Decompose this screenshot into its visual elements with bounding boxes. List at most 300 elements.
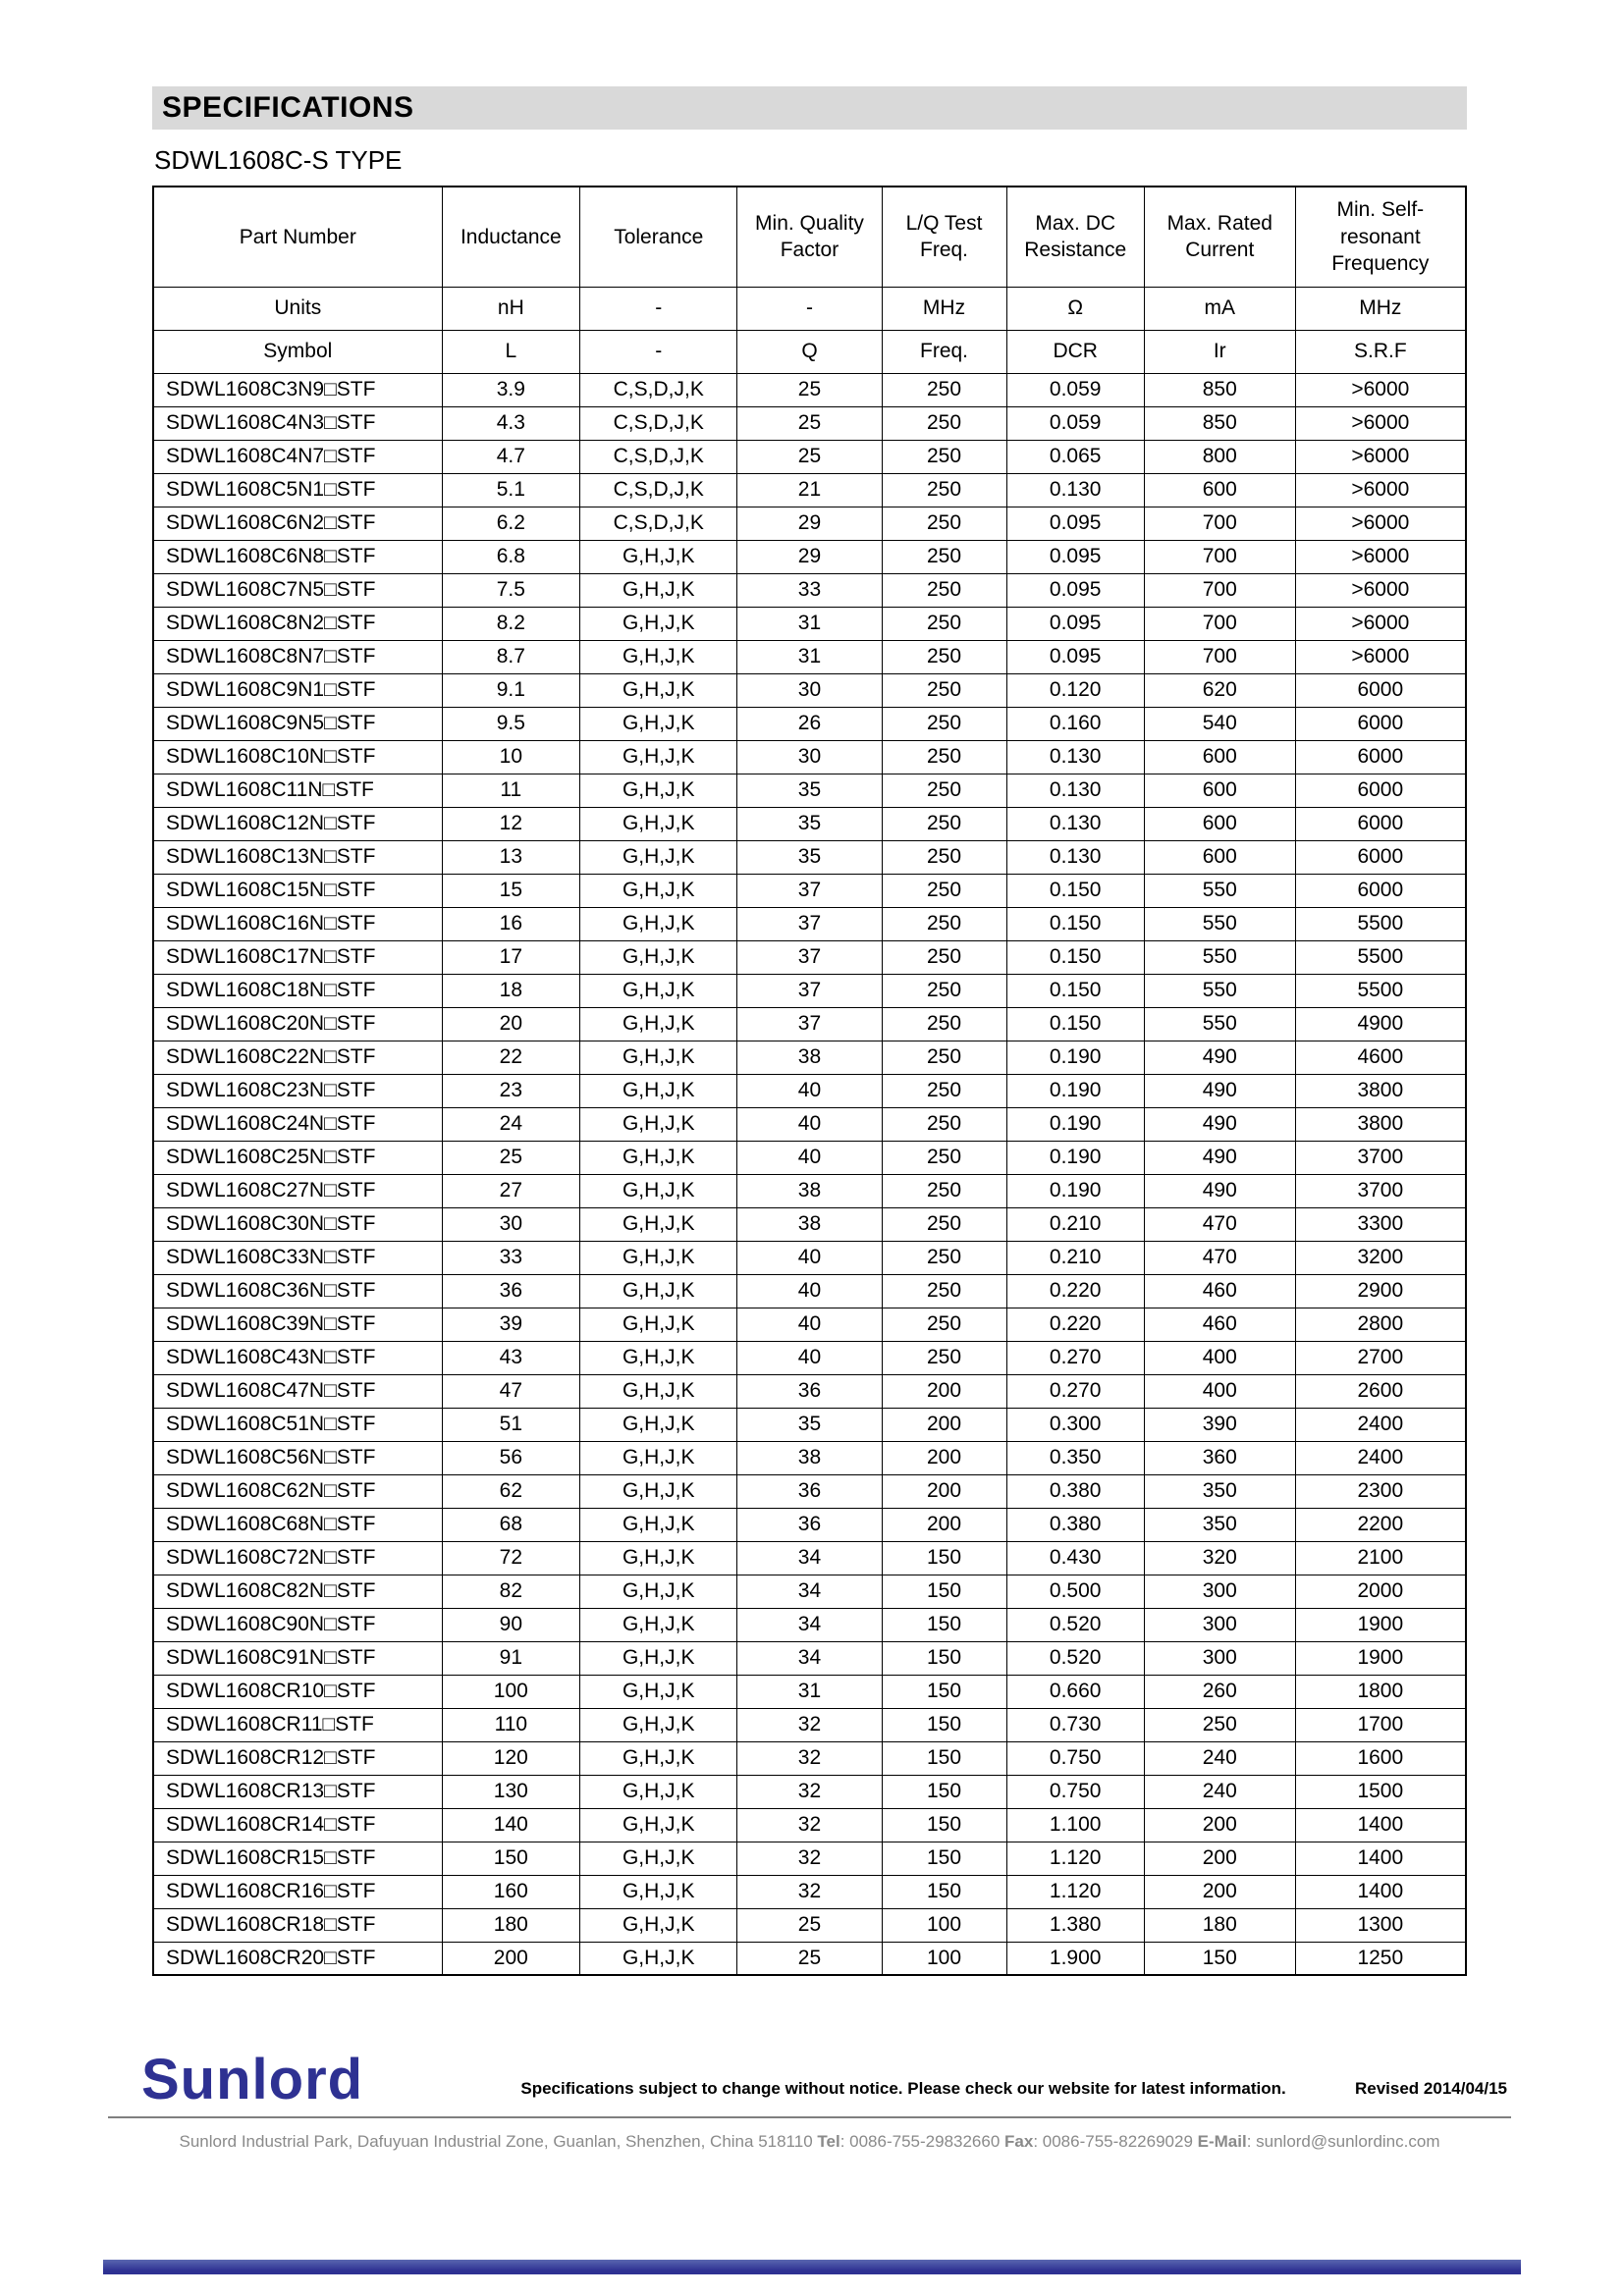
value-cell: 30 [737,740,882,774]
table-row [153,707,1466,740]
table-row [153,1875,1466,1908]
value-cell: 38 [737,1041,882,1074]
value-cell: 0.095 [1006,640,1144,673]
value-cell: 3700 [1295,1174,1466,1207]
value-cell: 150 [882,1608,1006,1641]
value-cell: >6000 [1295,473,1466,507]
value-cell: 15 [442,874,579,907]
unit-cell: mA [1144,287,1295,330]
table-row [153,1942,1466,1975]
table-row [153,774,1466,807]
value-cell: 1600 [1295,1741,1466,1775]
value-cell: >6000 [1295,640,1466,673]
table-row [153,1207,1466,1241]
value-cell: 31 [737,607,882,640]
value-cell: 550 [1144,940,1295,974]
value-cell: 3700 [1295,1141,1466,1174]
value-cell: C,S,D,J,K [580,440,737,473]
value-cell: 600 [1144,807,1295,840]
value-cell: 250 [882,840,1006,874]
value-cell: 8.7 [442,640,579,673]
value-cell: 25 [737,1942,882,1975]
value-cell: 2700 [1295,1341,1466,1374]
value-cell: 250 [882,473,1006,507]
part-number-cell: SDWL1608C4N7□STF [153,440,442,473]
value-cell: G,H,J,K [580,1007,737,1041]
value-cell: 0.750 [1006,1741,1144,1775]
value-cell: G,H,J,K [580,1675,737,1708]
value-cell: 600 [1144,840,1295,874]
value-cell: 6000 [1295,740,1466,774]
table-row [153,907,1466,940]
part-number-cell: SDWL1608C27N□STF [153,1174,442,1207]
value-cell: 0.130 [1006,807,1144,840]
value-cell: 100 [882,1942,1006,1975]
column-header: Tolerance [580,187,737,287]
part-number-cell: SDWL1608C3N9□STF [153,373,442,406]
table-row [153,640,1466,673]
value-cell: 2200 [1295,1508,1466,1541]
value-cell: 35 [737,840,882,874]
value-cell: 34 [737,1541,882,1575]
value-cell: 150 [882,1675,1006,1708]
value-cell: G,H,J,K [580,1575,737,1608]
value-cell: G,H,J,K [580,1107,737,1141]
fax-value: : 0086-755-82269029 [1033,2132,1198,2151]
value-cell: 130 [442,1775,579,1808]
part-number-cell: SDWL1608C91N□STF [153,1641,442,1675]
value-cell: 0.095 [1006,540,1144,573]
unit-cell: - [580,287,737,330]
part-number-cell: SDWL1608CR11□STF [153,1708,442,1741]
unit-cell: MHz [882,287,1006,330]
value-cell: 400 [1144,1341,1295,1374]
value-cell: 0.059 [1006,406,1144,440]
value-cell: 11 [442,774,579,807]
value-cell: 40 [737,1241,882,1274]
value-cell: 18 [442,974,579,1007]
table-row [153,1441,1466,1474]
value-cell: 180 [442,1908,579,1942]
table-row [153,1374,1466,1408]
value-cell: G,H,J,K [580,1374,737,1408]
value-cell: G,H,J,K [580,1908,737,1942]
value-cell: 700 [1144,640,1295,673]
value-cell: 0.150 [1006,874,1144,907]
value-cell: 120 [442,1741,579,1775]
value-cell: 23 [442,1074,579,1107]
value-cell: 0.190 [1006,1174,1144,1207]
value-cell: 40 [737,1341,882,1374]
table-row [153,1274,1466,1308]
value-cell: 250 [882,1041,1006,1074]
value-cell: 34 [737,1575,882,1608]
column-header: L/Q Test Freq. [882,187,1006,287]
value-cell: 400 [1144,1374,1295,1408]
value-cell: 250 [882,1274,1006,1308]
value-cell: G,H,J,K [580,1808,737,1842]
value-cell: 1.120 [1006,1842,1144,1875]
value-cell: C,S,D,J,K [580,373,737,406]
value-cell: G,H,J,K [580,1174,737,1207]
table-row [153,1041,1466,1074]
value-cell: 250 [882,607,1006,640]
value-cell: 37 [737,874,882,907]
value-cell: 0.095 [1006,507,1144,540]
part-number-cell: SDWL1608C13N□STF [153,840,442,874]
value-cell: 250 [882,1241,1006,1274]
value-cell: 3200 [1295,1241,1466,1274]
table-row [153,540,1466,573]
part-number-cell: SDWL1608C72N□STF [153,1541,442,1575]
part-number-cell: SDWL1608C23N□STF [153,1074,442,1107]
value-cell: 200 [882,1508,1006,1541]
symbol-cell: Q [737,330,882,373]
value-cell: 33 [737,573,882,607]
value-cell: 6000 [1295,673,1466,707]
value-cell: 34 [737,1608,882,1641]
value-cell: C,S,D,J,K [580,473,737,507]
value-cell: 36 [737,1474,882,1508]
type-subtitle: SDWL1608C-S TYPE [154,145,403,175]
address-line [108,2132,1511,2152]
value-cell: 0.520 [1006,1641,1144,1675]
value-cell: 3800 [1295,1107,1466,1141]
value-cell: 150 [882,1641,1006,1675]
value-cell: 32 [737,1842,882,1875]
value-cell: 200 [1144,1875,1295,1908]
value-cell: 460 [1144,1274,1295,1308]
value-cell: 68 [442,1508,579,1541]
part-number-cell: SDWL1608C62N□STF [153,1474,442,1508]
value-cell: G,H,J,K [580,1641,737,1675]
value-cell: 250 [882,440,1006,473]
value-cell: 150 [882,1875,1006,1908]
value-cell: 2600 [1295,1374,1466,1408]
value-cell: G,H,J,K [580,1508,737,1541]
value-cell: 0.059 [1006,373,1144,406]
value-cell: 37 [737,907,882,940]
value-cell: G,H,J,K [580,974,737,1007]
value-cell: G,H,J,K [580,1141,737,1174]
value-cell: G,H,J,K [580,1474,737,1508]
value-cell: 700 [1144,573,1295,607]
column-header: Min. Self-resonant Frequency [1295,187,1466,287]
section-title: SPECIFICATIONS [152,86,1467,130]
table-row [153,507,1466,540]
value-cell: 31 [737,640,882,673]
part-number-cell: SDWL1608C16N□STF [153,907,442,940]
value-cell: 0.190 [1006,1107,1144,1141]
value-cell: G,H,J,K [580,907,737,940]
value-cell: G,H,J,K [580,640,737,673]
value-cell: 240 [1144,1775,1295,1808]
value-cell: 250 [882,1207,1006,1241]
value-cell: 10 [442,740,579,774]
value-cell: 250 [882,1107,1006,1141]
value-cell: 180 [1144,1908,1295,1942]
value-cell: 5500 [1295,940,1466,974]
table-row [153,1641,1466,1675]
unit-cell: Ω [1006,287,1144,330]
part-number-cell: SDWL1608C9N5□STF [153,707,442,740]
value-cell: 0.270 [1006,1374,1144,1408]
value-cell: 200 [882,1374,1006,1408]
value-cell: 0.095 [1006,573,1144,607]
table-row [153,373,1466,406]
part-number-cell: SDWL1608C10N□STF [153,740,442,774]
value-cell: 550 [1144,907,1295,940]
value-cell: 36 [737,1508,882,1541]
value-cell: 22 [442,1041,579,1074]
value-cell: G,H,J,K [580,707,737,740]
part-number-cell: SDWL1608C11N□STF [153,774,442,807]
value-cell: 6.2 [442,507,579,540]
symbol-cell: DCR [1006,330,1144,373]
value-cell: 300 [1144,1608,1295,1641]
part-number-cell: SDWL1608C5N1□STF [153,473,442,507]
value-cell: 2400 [1295,1408,1466,1441]
value-cell: G,H,J,K [580,1408,737,1441]
value-cell: 0.150 [1006,940,1144,974]
value-cell: 17 [442,940,579,974]
value-cell: 6000 [1295,840,1466,874]
value-cell: 250 [882,1308,1006,1341]
unit-cell: nH [442,287,579,330]
table-row [153,1575,1466,1608]
value-cell: G,H,J,K [580,1942,737,1975]
value-cell: 40 [737,1074,882,1107]
value-cell: G,H,J,K [580,1241,737,1274]
value-cell: 1250 [1295,1942,1466,1975]
value-cell: >6000 [1295,406,1466,440]
part-number-cell: SDWL1608CR13□STF [153,1775,442,1808]
value-cell: 150 [442,1842,579,1875]
table-row [153,974,1466,1007]
value-cell: 56 [442,1441,579,1474]
value-cell: 700 [1144,607,1295,640]
value-cell: 1.100 [1006,1808,1144,1842]
column-header: Inductance [442,187,579,287]
value-cell: 0.065 [1006,440,1144,473]
value-cell: 9.5 [442,707,579,740]
value-cell: 6000 [1295,707,1466,740]
row-label: Symbol [153,330,442,373]
value-cell: 0.270 [1006,1341,1144,1374]
value-cell: 30 [442,1207,579,1241]
value-cell: G,H,J,K [580,807,737,840]
value-cell: 0.350 [1006,1441,1144,1474]
value-cell: 150 [882,1741,1006,1775]
value-cell: 38 [737,1174,882,1207]
value-cell: 490 [1144,1041,1295,1074]
value-cell: 150 [882,1775,1006,1808]
part-number-cell: SDWL1608C51N□STF [153,1408,442,1441]
table-row [153,1808,1466,1842]
value-cell: 47 [442,1374,579,1408]
value-cell: 550 [1144,874,1295,907]
notice-text: Specifications subject to change without notice. Please check our website for latest information. [520,2079,1286,2098]
part-number-cell: SDWL1608CR16□STF [153,1875,442,1908]
part-number-cell: SDWL1608C24N□STF [153,1107,442,1141]
value-cell: 0.210 [1006,1241,1144,1274]
part-number-cell: SDWL1608C22N□STF [153,1041,442,1074]
table-row [153,740,1466,774]
value-cell: 110 [442,1708,579,1741]
part-number-cell: SDWL1608C30N□STF [153,1207,442,1241]
part-number-cell: SDWL1608C90N□STF [153,1608,442,1641]
value-cell: 0.380 [1006,1508,1144,1541]
value-cell: 600 [1144,473,1295,507]
tel-label: Tel [817,2132,840,2151]
value-cell: 37 [737,940,882,974]
value-cell: 250 [882,907,1006,940]
value-cell: 250 [882,1074,1006,1107]
value-cell: 13 [442,840,579,874]
value-cell: 36 [442,1274,579,1308]
value-cell: 250 [882,1174,1006,1207]
symbol-cell: - [580,330,737,373]
value-cell: 25 [737,406,882,440]
value-cell: 7.5 [442,573,579,607]
value-cell: 250 [882,707,1006,740]
value-cell: 25 [737,440,882,473]
value-cell: 600 [1144,774,1295,807]
part-number-cell: SDWL1608C17N□STF [153,940,442,974]
value-cell: 250 [882,774,1006,807]
table-row [153,1842,1466,1875]
value-cell: 250 [882,507,1006,540]
column-header: Max. Rated Current [1144,187,1295,287]
value-cell: G,H,J,K [580,774,737,807]
value-cell: 350 [1144,1474,1295,1508]
value-cell: 150 [882,1708,1006,1741]
value-cell: 0.660 [1006,1675,1144,1708]
value-cell: 2400 [1295,1441,1466,1474]
value-cell: 0.150 [1006,907,1144,940]
value-cell: 200 [1144,1842,1295,1875]
table-row [153,573,1466,607]
symbol-cell: L [442,330,579,373]
symbol-cell: Freq. [882,330,1006,373]
email-value: : sunlord@sunlordinc.com [1246,2132,1440,2151]
value-cell: G,H,J,K [580,1541,737,1575]
value-cell: 700 [1144,507,1295,540]
value-cell: 0.730 [1006,1708,1144,1741]
value-cell: 700 [1144,540,1295,573]
value-cell: 0.300 [1006,1408,1144,1441]
symbol-cell: Ir [1144,330,1295,373]
value-cell: 200 [882,1474,1006,1508]
value-cell: 0.130 [1006,774,1144,807]
value-cell: 1700 [1295,1708,1466,1741]
value-cell: >6000 [1295,573,1466,607]
value-cell: 0.220 [1006,1308,1144,1341]
value-cell: 0.150 [1006,1007,1144,1041]
fax-label: Fax [1004,2132,1034,2151]
header-row [153,187,1466,287]
part-number-cell: SDWL1608C56N□STF [153,1441,442,1474]
value-cell: 2100 [1295,1541,1466,1575]
table-row [153,1908,1466,1942]
value-cell: 40 [737,1274,882,1308]
value-cell: 1400 [1295,1842,1466,1875]
value-cell: 200 [1144,1808,1295,1842]
value-cell: 4900 [1295,1007,1466,1041]
value-cell: 5.1 [442,473,579,507]
value-cell: 0.130 [1006,840,1144,874]
bottom-accent-bar [103,2260,1521,2274]
table-row [153,1074,1466,1107]
value-cell: 24 [442,1107,579,1141]
part-number-cell: SDWL1608C8N7□STF [153,640,442,673]
value-cell: 27 [442,1174,579,1207]
value-cell: 34 [737,1641,882,1675]
part-number-cell: SDWL1608C82N□STF [153,1575,442,1608]
value-cell: 550 [1144,974,1295,1007]
part-number-cell: SDWL1608C68N□STF [153,1508,442,1541]
spec-table [152,186,1467,1976]
value-cell: 29 [737,540,882,573]
value-cell: 0.120 [1006,673,1144,707]
value-cell: 260 [1144,1675,1295,1708]
units-row [153,287,1466,330]
value-cell: 16 [442,907,579,940]
value-cell: 250 [882,1141,1006,1174]
part-number-cell: SDWL1608C33N□STF [153,1241,442,1274]
value-cell: 250 [1144,1708,1295,1741]
value-cell: 1500 [1295,1775,1466,1808]
value-cell: 150 [882,1808,1006,1842]
value-cell: 2300 [1295,1474,1466,1508]
value-cell: 25 [737,1908,882,1942]
value-cell: 21 [737,473,882,507]
value-cell: G,H,J,K [580,1875,737,1908]
part-number-cell: SDWL1608CR18□STF [153,1908,442,1942]
value-cell: 0.520 [1006,1608,1144,1641]
value-cell: 200 [882,1441,1006,1474]
value-cell: 6000 [1295,774,1466,807]
address-text: Sunlord Industrial Park, Dafuyuan Industrial Zone, Guanlan, Shenzhen, China 518110 [179,2132,818,2151]
value-cell: G,H,J,K [580,1775,737,1808]
table-row [153,1508,1466,1541]
value-cell: G,H,J,K [580,1608,737,1641]
value-cell: 1800 [1295,1675,1466,1708]
value-cell: 0.380 [1006,1474,1144,1508]
value-cell: 350 [1144,1508,1295,1541]
value-cell: 490 [1144,1107,1295,1141]
value-cell: 1900 [1295,1608,1466,1641]
value-cell: 250 [882,406,1006,440]
value-cell: 33 [442,1241,579,1274]
value-cell: G,H,J,K [580,607,737,640]
value-cell: 1.380 [1006,1908,1144,1942]
value-cell: 2900 [1295,1274,1466,1308]
value-cell: 0.150 [1006,974,1144,1007]
value-cell: 0.210 [1006,1207,1144,1241]
part-number-cell: SDWL1608CR20□STF [153,1942,442,1975]
value-cell: 100 [442,1675,579,1708]
table-row [153,473,1466,507]
value-cell: G,H,J,K [580,1341,737,1374]
part-number-cell: SDWL1608C36N□STF [153,1274,442,1308]
value-cell: 6.8 [442,540,579,573]
value-cell: 1400 [1295,1875,1466,1908]
part-number-cell: SDWL1608CR10□STF [153,1675,442,1708]
value-cell: 0.500 [1006,1575,1144,1608]
value-cell: 4600 [1295,1041,1466,1074]
value-cell: 32 [737,1775,882,1808]
